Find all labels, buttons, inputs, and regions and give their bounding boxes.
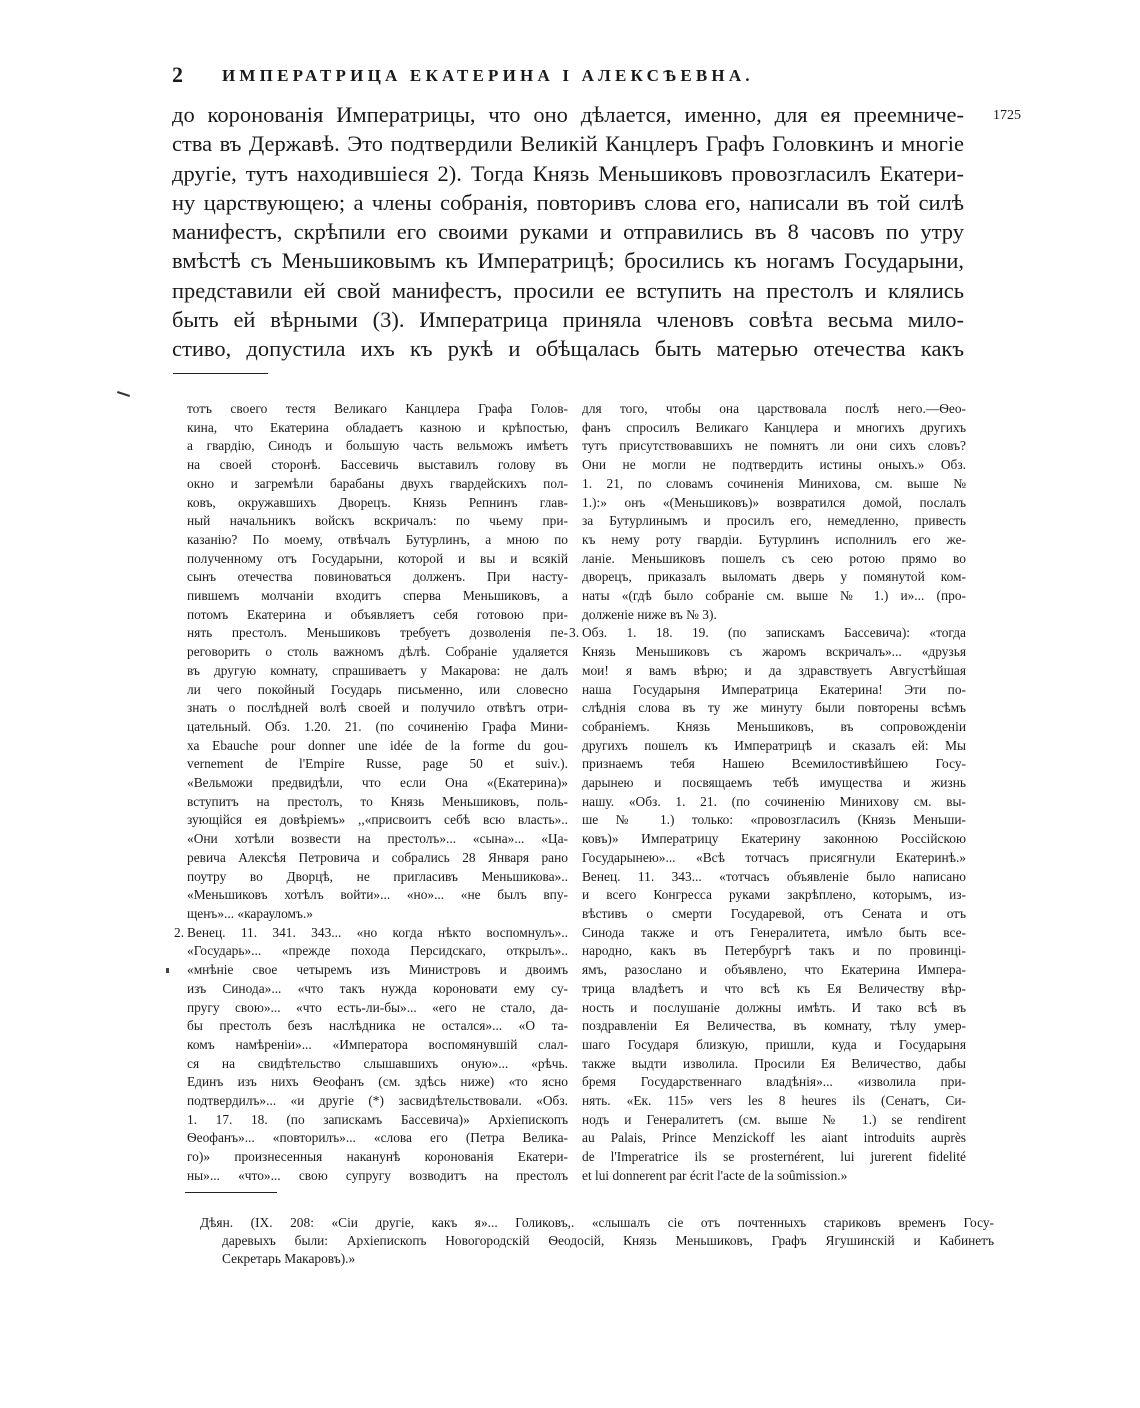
text-line: «Меньшиковъ хотѣлъ войти»... «но»... «не былъ впу- [187,887,568,903]
text-line: нять. «Ек. 115» vers les 8 heures ils (Сенатъ, Си- [582,1093,966,1109]
footnote-2 [174,924,568,1186]
text-line: фанъ спросилъ Великаго Канцлера и многихъ другихъ [582,419,966,435]
text-line: 1. 17. 18. (по запискамъ Бассевича)» Архіепископъ [187,1111,568,1127]
margin-mark [166,968,169,973]
text-line: быть ей вѣрными (3). Императрица приняла членовъ совѣта весьма мило- [172,307,964,333]
footnote-number: 3. [569,625,580,641]
text-line: вѣстивъ о смерти Государевой, отъ Сената и отъ [582,905,966,921]
text-line: кина, что Екатерина обладаетъ казною и крѣпостью, [187,419,568,435]
text-line: окно и загремѣли барабаны двухъ гвардейскихъ пол- [187,475,568,491]
margin-mark [117,391,130,397]
page-header [172,62,972,92]
footnote-1 [187,400,568,924]
text-line: 1. 21, по словамъ сочиненія Миниxова, см. выше № [582,475,966,491]
text-line: знать о послѣдней волѣ своей и получило отвѣтъ отри- [187,700,568,716]
text-line: комъ намѣреніи»... «Императора воспомянувшій слал- [187,1036,568,1052]
text-line: вмѣстѣ съ Меньшиковымъ къ Императрицѣ; бросились къ ногамъ Государыни, [172,248,964,274]
text-line: другіе, тутъ находившіеся 2). Тогда Князь Меньшиковъ провозгласилъ Екатери- [172,160,964,186]
margin-year: 1725 [993,108,1021,123]
text-line: ность и послушаніе должны имѣть. И тако всѣ въ [582,999,966,1015]
footnote-separator [185,1192,277,1193]
text-line: Ѳеофанъ»... «повторилъ»... «слова его (Петра Велика- [187,1130,568,1146]
main-body-text [172,100,964,364]
text-line: «Они хотѣли возвести на престолъ»... «сына»... «Ца- [187,831,568,847]
text-line: бремя Государственнаго владѣнія»... «изволила при- [582,1074,966,1090]
text-line: народно, какъ въ Петербургѣ такъ и по провинці- [582,943,966,959]
text-line: шаго Государя близкую, пришли, куда и Государыня [582,1036,966,1052]
text-line: потомъ Екатерина и объявляетъ себя готовою при- [187,606,568,622]
text-line: ковъ, окружавшихъ Дворецъ. Князь Репнинъ глав- [187,494,568,510]
text-line: ный начальникъ войскъ вскричалъ: по чьему при- [187,513,568,529]
text-line: реговорить о столь важномъ дѣлѣ. Собраніе удаляется [187,644,568,660]
text-line: нодъ и Генералитетъ (см. выше № 1.) se rendirent [582,1111,966,1127]
text-line: щенъ»... «карауломъ.» [187,905,314,921]
footnote-3 [569,624,966,1185]
text-line: даревыхъ были: Архіепископъ Новогородскій Ѳеодосій, Князь Меньшиковъ, Графъ Ягушинскій и Кабинетъ [222,1233,994,1248]
text-line: ны»... «что»... свою супругу возводитъ на престолъ [187,1167,568,1183]
text-line: Дѣян. (IX. 208: «Сіи другіе, какъ я»... Голиковъ,. «слышалъ сіе отъ почтенныхъ стариковъ временъ Госу- [200,1215,994,1230]
text-line: для того, чтобы она царствовала послѣ него.—Ѳео- [582,401,966,416]
footnote-column-left [174,400,568,1186]
text-line: ся на свидѣтельство слышавшихъ оную»... «рѣчь. [187,1055,568,1071]
text-line: ли чего покойный Государь письменно, или словесно [187,681,568,697]
footnote-separator [173,373,268,374]
text-line: «мнѣніе свое четыремъ изъ Министровъ и двоимъ [187,962,568,978]
text-line: ревича Алексѣя Петровича и собрались 28 Января рано [187,849,568,865]
text-line: до коронованія Императрицы, что оно дѣлается, именно, для ея преемниче- [172,102,964,127]
text-line: полученному отъ Государыни, которой и вы и всякій [187,550,568,566]
text-line: поздравленіи Ея Величества, въ комнату, тѣлу умер- [582,1018,966,1034]
text-line: ше № 1.) только: «провозгласилъ (Князь Меньши- [582,812,966,828]
text-line: поутру во Дворцѣ, не пригласивъ Меньшикова».. [187,868,568,884]
bottom-footnote [200,1214,994,1268]
text-line: пившемъ молчаніи входитъ сперва Меньшиковъ, а [187,588,568,604]
text-line: 1.):» онъ «(Меньшиковъ)» возвратился домой, послалъ [582,494,966,510]
text-line: «Вельможи предвидѣли, что если Она «(Екатерина)» [187,775,568,791]
text-line: Князь Меньшиковъ съ жаромъ вскричалъ»... «друзья [582,644,966,660]
text-line: цательный. Обз. 1.20. 21. (по сочиненію Графа Мини- [187,718,568,734]
text-line: мои! я вамъ вѣрю; и да здравствуетъ Августѣйшая [582,662,966,678]
text-line: другихъ пошелъ къ Императрицѣ и сказалъ ей: Мы [582,737,966,753]
text-line: Секретарь Макаровъ).» [222,1251,356,1266]
text-line: «Государь»... «прежде похода Персидскаго, открылъ».. [187,943,568,959]
text-line: vernement de l'Empire Russe, page 50 et suiv.). [187,756,568,772]
text-line: дворецъ, приказалъ выломать дверь у помянутой ком- [582,569,966,585]
text-line: также выдти изволила. Просили Ея Величество, дабы [582,1055,966,1071]
text-line: долженіе ниже въ № 3). [582,606,717,622]
text-line: бы престолъ безъ наслѣдника не остался»... «О та- [187,1018,568,1034]
text-line: et lui donnerent par écrit l'acte de la soûmission.» [582,1167,848,1183]
text-line: Венец. 11. 341. 343... «но когда нѣкто воспомнулъ».. [187,924,568,940]
footnote-2-continued [582,400,966,624]
text-line: въ другую комнату, спрашиваетъ у Макарова: не далъ [187,662,568,678]
text-line: наты «(гдѣ было собраніе см. выше № 1.) и»... (про- [582,588,966,604]
text-line: ланіе. Меньшиковъ пошелъ съ сею ротою прямо во [582,550,966,566]
text-line: de l'Imperatrice ils se prosternérent, lui jurerent fidelité [582,1149,966,1165]
text-line: нашу. «Обз. 1. 21. (по сочиненію Миниxову см. вы- [582,793,966,809]
text-line: ха Ebauche pour donner une idée de la forme du gou- [187,737,568,753]
text-line: собраніемъ. Князь Меньшиковъ, въ сопровожденіи [582,718,966,734]
text-line: Синода также и отъ Генералитета, имѣло быть все- [582,924,966,940]
text-line: ства въ Державѣ. Это подтвердили Великій Канцлеръ Графъ Головкинъ и многіе [172,131,964,157]
text-line: Венец. 11. 343... «тотчасъ объявленіе было написано [582,868,966,884]
text-line: на своей сторонѣ. Бассевичь выставилъ голову въ [187,457,568,473]
text-line: Государынею»... «Всѣ тотчасъ присягнули Екатеринѣ.» [582,849,966,865]
text-line: го)» произнесенныя наканунѣ коронованія Екатери- [187,1149,568,1165]
text-line: признаемъ тебя Нашею Всемилостивѣйшею Госу- [582,756,966,772]
running-title: ИМПЕРАТРИЦА ЕКАТЕРИНА I АЛЕКСѢЕВНА. [222,66,754,85]
text-line: казанію? По моему, отвѣчалъ Бутурлинъ, а мною по [187,531,568,547]
text-line: нять престолъ. Меньшиковъ требуетъ дозволенія пе- [187,625,568,641]
text-line: ну царствующею; а члены собранія, повторивъ слова его, написали въ той силѣ [172,189,964,215]
text-line: изъ Синода»... «что такъ нужда короновати ему су- [187,980,568,996]
footnote-number: 2. [174,924,185,940]
text-line: подтвердилъ»... «и другіе (*) засвидѣтельствовали. «Обз. [187,1093,568,1109]
text-line: трица владѣетъ и что всѣ къ Ея Величеству вѣр- [582,980,966,996]
text-line: наша Государыня Императрица Екатерина! Эти по- [582,681,966,697]
text-line: а гвардію, Синодъ и большую часть вельможъ имѣетъ [187,438,568,454]
text-line: зующійся ея довѣріемъ» ,,«присвоитъ себѣ всю власть».. [187,812,568,828]
text-line: и всего Конгресса руками закрѣплено, которымъ, из- [582,887,966,903]
text-line: манифестъ, скрѣпили его своими руками и отправились въ 8 часовъ по утру [172,219,964,245]
text-line: сынъ отечества повиноваться долженъ. При насту- [187,569,568,585]
text-line: за Бутурлинымъ и просилъ его, немедленно, привесть [582,513,966,529]
text-line: къ нему роту гвардіи. Бутурлинъ исполнилъ его же- [582,531,966,547]
text-line: ковъ)» Императрицу Екатерину законною Россійскою [582,831,966,847]
footnote-column-right [569,400,966,1186]
page-number: 2 [172,62,183,87]
text-line: представили ей свой манифестъ, просили ее вступить на престолъ и клялись [172,277,964,303]
text-line: тутъ присутствовавшихъ не помнятъ ли они сихъ словъ? [582,438,966,454]
text-line: Обз. 1. 18. 19. (по запискамъ Бассевича): «тогда [582,625,966,641]
text-line: Они не могли не подтвердить истины оныхъ.» Обз. [582,457,966,473]
text-line: вступитъ на престолъ, то Князь Меньшиковъ, поль- [187,793,568,809]
text-line: au Palais, Prince Menzickoff les aiant introduits auprès [582,1130,966,1146]
text-line: дарынею и посвящаемъ тебѣ имущества и жизнь [582,775,966,791]
text-line: тотъ своего тестя Великаго Канцлера Графа Голов- [187,401,568,416]
text-line: пругу свою»... «что есть-ли-бы»... «его не стало, да- [187,999,568,1015]
text-line: ямъ, разослано и объявлено, что Екатерина Импера- [582,962,966,978]
text-line: Единъ изъ нихъ Ѳеофанъ (см. здѣсь ниже) «то ясно [187,1074,568,1090]
text-line: стиво, допустила ихъ къ рукѣ и обѣщалась быть матерью отечества какъ [172,336,964,362]
text-line: слѣднія слова въ ту же минуту были повторены всѣмъ [582,700,966,716]
